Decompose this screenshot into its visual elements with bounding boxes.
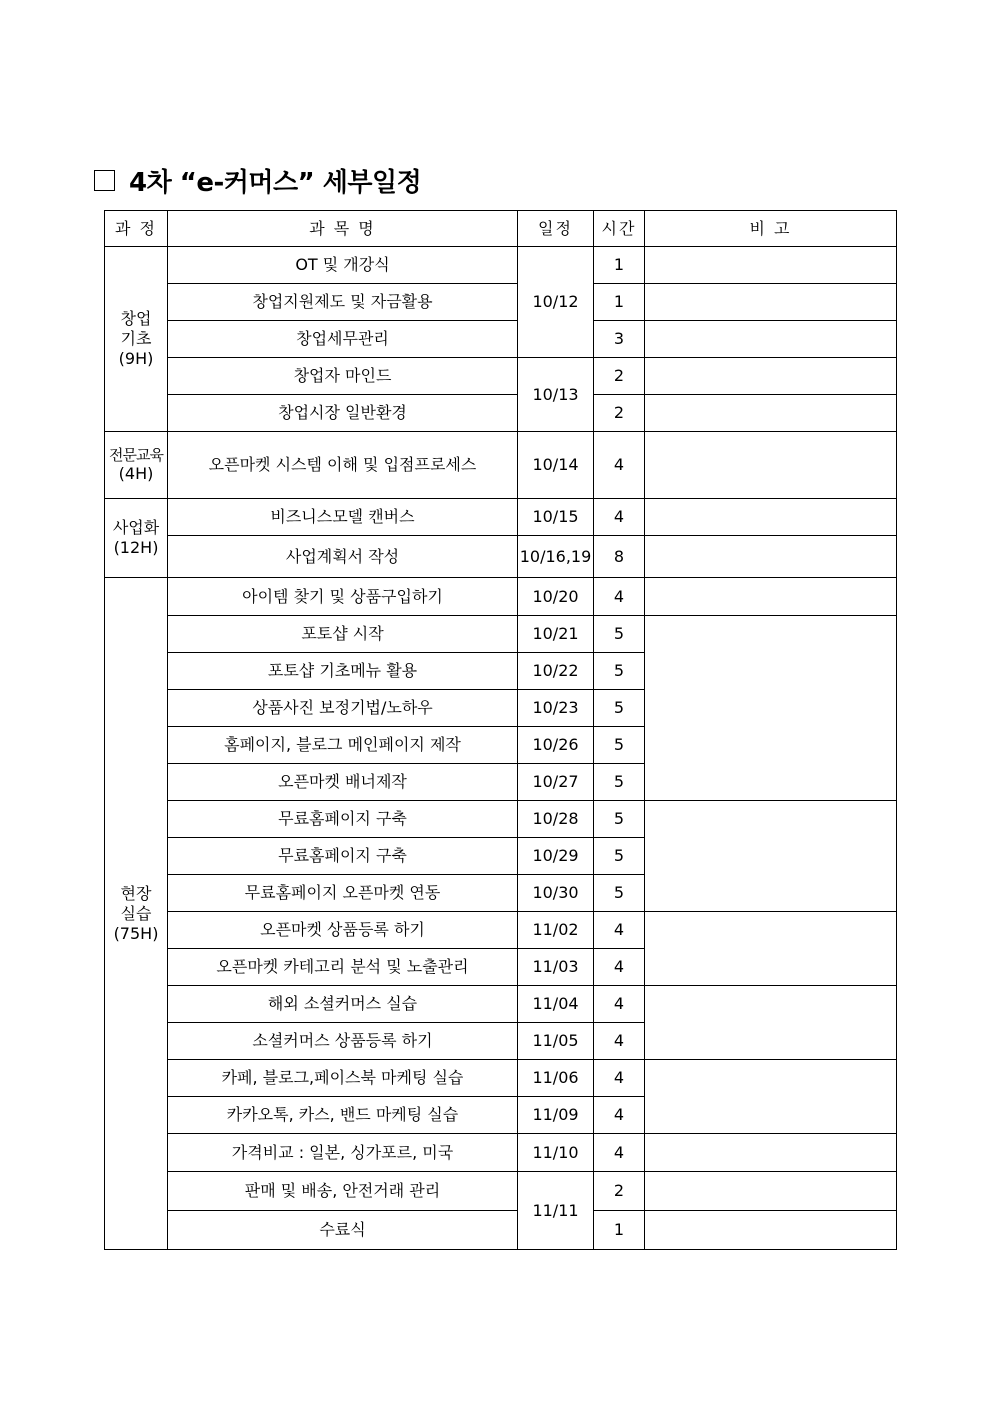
subject-cell: 사업계획서 작성 (168, 536, 518, 578)
subject-cell: 창업시장 일반환경 (168, 395, 518, 432)
date-cell: 11/10 (518, 1134, 594, 1172)
note-cell (645, 801, 897, 912)
date-cell: 11/02 (518, 912, 594, 949)
category-specialized-education: 전문교육 (4H) (105, 432, 168, 499)
table-row (105, 1134, 897, 1172)
date-cell: 11/04 (518, 986, 594, 1023)
subject-cell: 포토샵 시작 (168, 616, 518, 653)
date-cell: 10/14 (518, 432, 594, 499)
date-cell: 10/20 (518, 578, 594, 616)
date-cell: 10/27 (518, 764, 594, 801)
subject-cell: 오픈마켓 배너제작 (168, 764, 518, 801)
hours-cell: 1 (594, 1211, 645, 1250)
page-title (94, 162, 421, 198)
page-title-text: 4차 “e-커머스” 세부일정 (129, 167, 422, 198)
hours-cell: 2 (594, 358, 645, 395)
category-field-practice: 현장 실습 (75H) (105, 578, 168, 1250)
note-cell (645, 247, 897, 284)
subject-cell: 창업자 마인드 (168, 358, 518, 395)
table-row (105, 395, 897, 432)
date-cell: 10/22 (518, 653, 594, 690)
date-cell: 10/23 (518, 690, 594, 727)
subject-cell: 해외 소셜커머스 실습 (168, 986, 518, 1023)
subject-cell: 오픈마켓 시스템 이해 및 입점프로세스 (168, 432, 518, 499)
table-row (105, 986, 897, 1023)
note-cell (645, 284, 897, 321)
subject-cell: 소셜커머스 상품등록 하기 (168, 1023, 518, 1060)
table-row (105, 578, 897, 616)
hours-cell: 4 (594, 1134, 645, 1172)
hours-cell: 5 (594, 727, 645, 764)
date-cell: 10/21 (518, 616, 594, 653)
subject-cell: 판매 및 배송, 안전거래 관리 (168, 1172, 518, 1211)
table-row (105, 536, 897, 578)
hours-cell: 5 (594, 653, 645, 690)
date-cell: 11/05 (518, 1023, 594, 1060)
schedule-table (104, 210, 897, 1250)
hours-cell: 4 (594, 432, 645, 499)
table-header-row (105, 211, 897, 247)
checkbox-icon (94, 170, 115, 191)
note-cell (645, 616, 897, 801)
header-course: 과 정 (105, 211, 168, 247)
hours-cell: 4 (594, 1023, 645, 1060)
subject-cell: 상품사진 보정기법/노하우 (168, 690, 518, 727)
hours-cell: 1 (594, 284, 645, 321)
subject-cell: 오픈마켓 카테고리 분석 및 노출관리 (168, 949, 518, 986)
note-cell (645, 1211, 897, 1250)
subject-cell: 아이템 찾기 및 상품구입하기 (168, 578, 518, 616)
header-date: 일정 (518, 211, 594, 247)
hours-cell: 3 (594, 321, 645, 358)
subject-cell: 무료홈페이지 구축 (168, 838, 518, 875)
hours-cell: 4 (594, 1060, 645, 1097)
hours-cell: 4 (594, 949, 645, 986)
hours-cell: 5 (594, 616, 645, 653)
table-row (105, 616, 897, 653)
date-cell: 10/16,19 (518, 536, 594, 578)
header-subject: 과 목 명 (168, 211, 518, 247)
subject-cell: 카카오톡, 카스, 밴드 마케팅 실습 (168, 1097, 518, 1134)
date-cell: 11/03 (518, 949, 594, 986)
category-startup-basics: 창업 기초 (9H) (105, 247, 168, 432)
note-cell (645, 432, 897, 499)
date-cell: 10/12 (518, 247, 594, 358)
subject-cell: 비즈니스모델 캔버스 (168, 499, 518, 536)
note-cell (645, 912, 897, 986)
table-row (105, 358, 897, 395)
hours-cell: 5 (594, 801, 645, 838)
table-row (105, 1172, 897, 1211)
table-row (105, 801, 897, 838)
hours-cell: 5 (594, 875, 645, 912)
note-cell (645, 986, 897, 1060)
subject-cell: 가격비교 : 일본, 싱가포르, 미국 (168, 1134, 518, 1172)
date-cell: 11/11 (518, 1172, 594, 1250)
note-cell (645, 1060, 897, 1134)
date-cell: 11/06 (518, 1060, 594, 1097)
date-cell: 10/28 (518, 801, 594, 838)
hours-cell: 5 (594, 764, 645, 801)
table-row (105, 1211, 897, 1250)
note-cell (645, 536, 897, 578)
table-row (105, 247, 897, 284)
hours-cell: 4 (594, 578, 645, 616)
subject-cell: 무료홈페이지 구축 (168, 801, 518, 838)
subject-cell: 오픈마켓 상품등록 하기 (168, 912, 518, 949)
note-cell (645, 1134, 897, 1172)
table-row (105, 912, 897, 949)
hours-cell: 4 (594, 499, 645, 536)
hours-cell: 2 (594, 395, 645, 432)
hours-cell: 1 (594, 247, 645, 284)
date-cell: 10/29 (518, 838, 594, 875)
hours-cell: 4 (594, 1097, 645, 1134)
hours-cell: 5 (594, 690, 645, 727)
table-row (105, 284, 897, 321)
subject-cell: 포토샵 기초메뉴 활용 (168, 653, 518, 690)
note-cell (645, 499, 897, 536)
hours-cell: 4 (594, 912, 645, 949)
hours-cell: 8 (594, 536, 645, 578)
date-cell: 10/15 (518, 499, 594, 536)
subject-cell: 수료식 (168, 1211, 518, 1250)
header-hours: 시간 (594, 211, 645, 247)
subject-cell: 창업지원제도 및 자금활용 (168, 284, 518, 321)
table-row (105, 432, 897, 499)
category-commercialization: 사업화 (12H) (105, 499, 168, 578)
hours-cell: 2 (594, 1172, 645, 1211)
note-cell (645, 578, 897, 616)
date-cell: 10/13 (518, 358, 594, 432)
header-note: 비 고 (645, 211, 897, 247)
hours-cell: 5 (594, 838, 645, 875)
note-cell (645, 321, 897, 358)
subject-cell: 창업세무관리 (168, 321, 518, 358)
note-cell (645, 395, 897, 432)
subject-cell: OT 및 개강식 (168, 247, 518, 284)
note-cell (645, 1172, 897, 1211)
table-row (105, 1060, 897, 1097)
table-row (105, 499, 897, 536)
note-cell (645, 358, 897, 395)
subject-cell: 무료홈페이지 오픈마켓 연동 (168, 875, 518, 912)
hours-cell: 4 (594, 986, 645, 1023)
date-cell: 10/30 (518, 875, 594, 912)
table-row (105, 321, 897, 358)
subject-cell: 카페, 블로그,페이스북 마케팅 실습 (168, 1060, 518, 1097)
date-cell: 11/09 (518, 1097, 594, 1134)
subject-cell: 홈페이지, 블로그 메인페이지 제작 (168, 727, 518, 764)
date-cell: 10/26 (518, 727, 594, 764)
